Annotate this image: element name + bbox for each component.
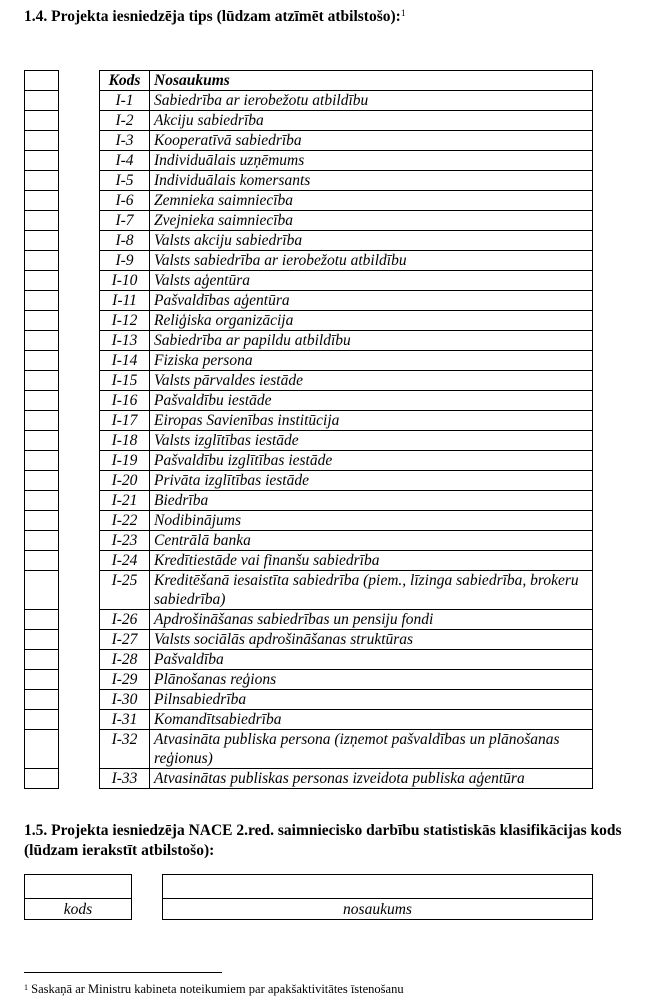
checkbox-column [24,70,59,789]
section-1-4-title [24,7,406,27]
row-name: Eiropas Savienības institūcija [150,411,593,431]
row-name: Valsts izglītības iestāde [150,431,593,451]
row-name: Kreditēšanā iesaistīta sabiedrība (piem., līzinga sabiedrība, brokeru sabiedrība) [150,571,593,610]
type-checkbox[interactable] [25,391,59,411]
table-row [100,551,593,571]
row-name: Kredītiestāde vai finanšu sabiedrība [150,551,593,571]
row-name: Zemnieka saimniecība [150,191,593,211]
footnote-number: 1 [24,983,28,992]
row-code: I-18 [100,431,150,451]
row-name: Atvasinātas publiskas personas izveidota publiska aģentūra [150,769,593,789]
row-code: I-21 [100,491,150,511]
row-code: I-5 [100,171,150,191]
type-checkbox[interactable] [25,571,59,610]
row-code: I-25 [100,571,150,610]
type-checkbox[interactable] [25,231,59,251]
type-checkbox[interactable] [25,670,59,690]
row-code: I-2 [100,111,150,131]
type-checkbox[interactable] [25,151,59,171]
type-checkbox[interactable] [25,131,59,151]
row-code: I-32 [100,730,150,769]
row-name: Biedrība [150,491,593,511]
row-code: I-15 [100,371,150,391]
type-checkbox[interactable] [25,769,59,789]
row-name: Akciju sabiedrība [150,111,593,131]
type-checkbox[interactable] [25,371,59,391]
table-row [100,630,593,650]
row-code: I-1 [100,91,150,111]
row-code: I-31 [100,710,150,730]
row-name: Centrālā banka [150,531,593,551]
row-name: Valsts sabiedrība ar ierobežotu atbildību [150,251,593,271]
row-code: I-28 [100,650,150,670]
table-row [100,451,593,471]
footnote [24,982,404,997]
row-name: Zvejnieka saimniecība [150,211,593,231]
type-checkbox[interactable] [25,211,59,231]
row-code: I-4 [100,151,150,171]
table-row [100,111,593,131]
table-row [100,251,593,271]
table-row [100,710,593,730]
nace-code-label: kods [25,899,132,920]
type-checkbox[interactable] [25,690,59,710]
row-name: Valsts akciju sabiedrība [150,231,593,251]
row-code: I-29 [100,670,150,690]
section-1-5-title: 1.5. Projekta iesniedzēja NACE 2.red. saimniecisko darbību statistiskās klasifikācijas kods (lūdzam ierakstīt atbilstošo): [24,822,622,859]
header-name: Nosaukums [150,71,593,91]
row-code: I-8 [100,231,150,251]
row-code: I-16 [100,391,150,411]
row-code: I-30 [100,690,150,710]
table-row [100,211,593,231]
type-checkbox[interactable] [25,111,59,131]
row-name: Pašvaldība [150,650,593,670]
nace-name-label: nosaukums [163,899,593,920]
table-row [100,511,593,531]
table-row [100,151,593,171]
row-name: Individuālais komersants [150,171,593,191]
row-name: Pilnsabiedrība [150,690,593,710]
row-name: Pašvaldības aģentūra [150,291,593,311]
type-checkbox[interactable] [25,91,59,111]
type-checkbox[interactable] [25,271,59,291]
row-name: Sabiedrība ar papildu atbildību [150,331,593,351]
row-name: Sabiedrība ar ierobežotu atbildību [150,91,593,111]
row-name: Privāta izglītības iestāde [150,471,593,491]
header-code: Kods [100,71,150,91]
type-checkbox[interactable] [25,531,59,551]
row-code: I-7 [100,211,150,231]
row-name: Pašvaldību iestāde [150,391,593,411]
table-header-row [100,71,593,91]
row-code: I-11 [100,291,150,311]
footnote-text: Saskaņā ar Ministru kabineta noteikumiem par apakšaktivitātes īstenošanu [31,982,404,996]
table-row [100,670,593,690]
type-checkbox[interactable] [25,451,59,471]
type-checkbox[interactable] [25,431,59,451]
row-code: I-22 [100,511,150,531]
row-name: Komandītsabiedrība [150,710,593,730]
row-code: I-24 [100,551,150,571]
type-checkbox[interactable] [25,291,59,311]
row-code: I-26 [100,610,150,630]
row-code: I-17 [100,411,150,431]
type-checkbox[interactable] [25,351,59,371]
row-code: I-33 [100,769,150,789]
table-row [100,171,593,191]
table-row [100,191,593,211]
type-checkbox[interactable] [25,251,59,271]
table-row [100,331,593,351]
row-code: I-14 [100,351,150,371]
applicant-type-table [99,70,593,789]
table-row [100,391,593,411]
type-checkbox[interactable] [25,610,59,630]
row-name: Individuālais uzņēmums [150,151,593,171]
row-name: Valsts aģentūra [150,271,593,291]
table-row [100,471,593,491]
row-name: Valsts pārvaldes iestāde [150,371,593,391]
type-checkbox[interactable] [25,551,59,571]
table-row [100,311,593,331]
nace-name-input[interactable] [163,875,593,899]
nace-code-box [24,874,132,920]
table-row [100,491,593,511]
row-name: Nodibinājums [150,511,593,531]
type-checkbox[interactable] [25,650,59,670]
row-code: I-27 [100,630,150,650]
row-code: I-3 [100,131,150,151]
section-1-4-title-text: 1.4. Projekta iesniedzēja tips (lūdzam atzīmēt atbilstošo): [24,8,401,25]
table-row [100,730,593,769]
table-row [100,431,593,451]
table-row [100,371,593,391]
row-name: Apdrošināšanas sabiedrības un pensiju fondi [150,610,593,630]
table-row [100,351,593,371]
footnote-reference: 1 [400,9,406,19]
table-row [100,610,593,630]
nace-name-box [162,874,593,920]
table-row [100,271,593,291]
row-code: I-20 [100,471,150,491]
row-name: Pašvaldību izglītības iestāde [150,451,593,471]
type-checkbox[interactable] [25,710,59,730]
footnote-divider [24,972,222,973]
table-row [100,131,593,151]
table-row [100,650,593,670]
row-name: Plānošanas reģions [150,670,593,690]
type-checkbox[interactable] [25,171,59,191]
type-checkbox[interactable] [25,331,59,351]
row-code: I-13 [100,331,150,351]
row-name: Valsts sociālās apdrošināšanas struktūras [150,630,593,650]
row-name: Atvasināta publiska persona (izņemot pašvaldības un plānošanas reģionus) [150,730,593,769]
row-name: Reliģiska organizācija [150,311,593,331]
table-row [100,571,593,610]
nace-code-input[interactable] [25,875,132,899]
row-code: I-23 [100,531,150,551]
row-code: I-10 [100,271,150,291]
type-checkbox[interactable] [25,71,59,91]
row-code: I-19 [100,451,150,471]
table-row [100,231,593,251]
type-checkbox[interactable] [25,471,59,491]
row-code: I-6 [100,191,150,211]
table-row [100,531,593,551]
type-checkbox[interactable] [25,411,59,431]
row-name: Kooperatīvā sabiedrība [150,131,593,151]
type-checkbox[interactable] [25,730,59,769]
type-checkbox[interactable] [25,311,59,331]
table-row [100,769,593,789]
table-row [100,411,593,431]
row-code: I-9 [100,251,150,271]
type-checkbox[interactable] [25,491,59,511]
type-checkbox[interactable] [25,511,59,531]
table-row [100,91,593,111]
type-checkbox[interactable] [25,191,59,211]
table-row [100,690,593,710]
row-name: Fiziska persona [150,351,593,371]
table-row [100,291,593,311]
type-checkbox[interactable] [25,630,59,650]
row-code: I-12 [100,311,150,331]
